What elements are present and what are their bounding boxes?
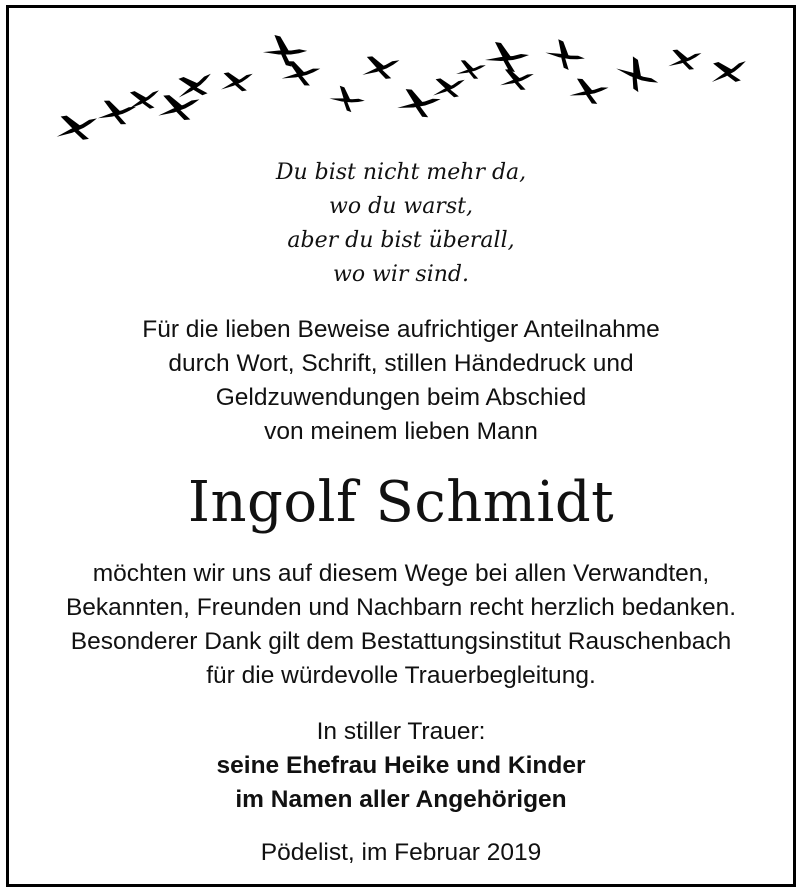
intro-text — [9, 313, 793, 449]
thanks-line: Besonderer Dank gilt dem Bestattungsinstitut Rauschenbach — [70, 628, 732, 655]
crane-silhouette — [154, 87, 204, 127]
poem — [9, 156, 793, 292]
crane-silhouette — [485, 42, 529, 72]
poem-line: Du bist nicht mehr da, — [275, 160, 527, 185]
intro-line: von meinem lieben Mann — [264, 418, 538, 445]
obituary-card — [6, 5, 796, 887]
signature-family: seine Ehefrau Heike und Kinder — [216, 752, 586, 779]
signature-relatives: im Namen aller Angehörigen — [235, 786, 567, 813]
crane-silhouette — [705, 51, 752, 92]
crane-silhouette — [611, 52, 664, 98]
intro-line: Geldzuwendungen beim Abschied — [215, 384, 587, 411]
poem-line: wo wir sind. — [332, 262, 470, 287]
deceased-name: Ingolf Schmidt — [187, 470, 615, 535]
crane-silhouette — [543, 37, 588, 73]
crane-silhouette — [51, 106, 102, 148]
poem-line: aber du bist überall, — [287, 228, 515, 253]
crane-silhouette — [497, 64, 536, 95]
crane-silhouette — [568, 76, 610, 106]
intro-line: durch Wort, Schrift, stillen Händedruck und — [168, 350, 634, 377]
crane-silhouette — [358, 49, 403, 85]
signature-heading: In stiller Trauer: — [316, 718, 486, 745]
crane-silhouette — [454, 56, 488, 82]
poem-line: wo du warst, — [329, 194, 473, 219]
intro-line: Für die lieben Beweise aufrichtiger Anteilnahme — [142, 316, 660, 343]
place-date: Pödelist, im Februar 2019 — [260, 839, 542, 866]
crane-silhouette — [396, 86, 442, 120]
crane-silhouette — [262, 34, 308, 68]
crane-silhouette — [328, 84, 367, 114]
thanks-text — [9, 557, 793, 693]
flying-birds-icon — [9, 8, 793, 148]
crane-silhouette — [216, 64, 257, 99]
crane-silhouette — [665, 43, 705, 75]
crane-silhouette — [123, 81, 165, 118]
signature — [9, 715, 793, 817]
crane-silhouette — [95, 95, 139, 128]
thanks-line: für die würdevolle Trauerbegleitung. — [206, 662, 596, 689]
thanks-line: möchten wir uns auf diesem Wege bei allen Verwandten, — [92, 560, 710, 587]
thanks-line: Bekannten, Freunden und Nachbarn recht herzlich bedanken. — [65, 594, 737, 621]
